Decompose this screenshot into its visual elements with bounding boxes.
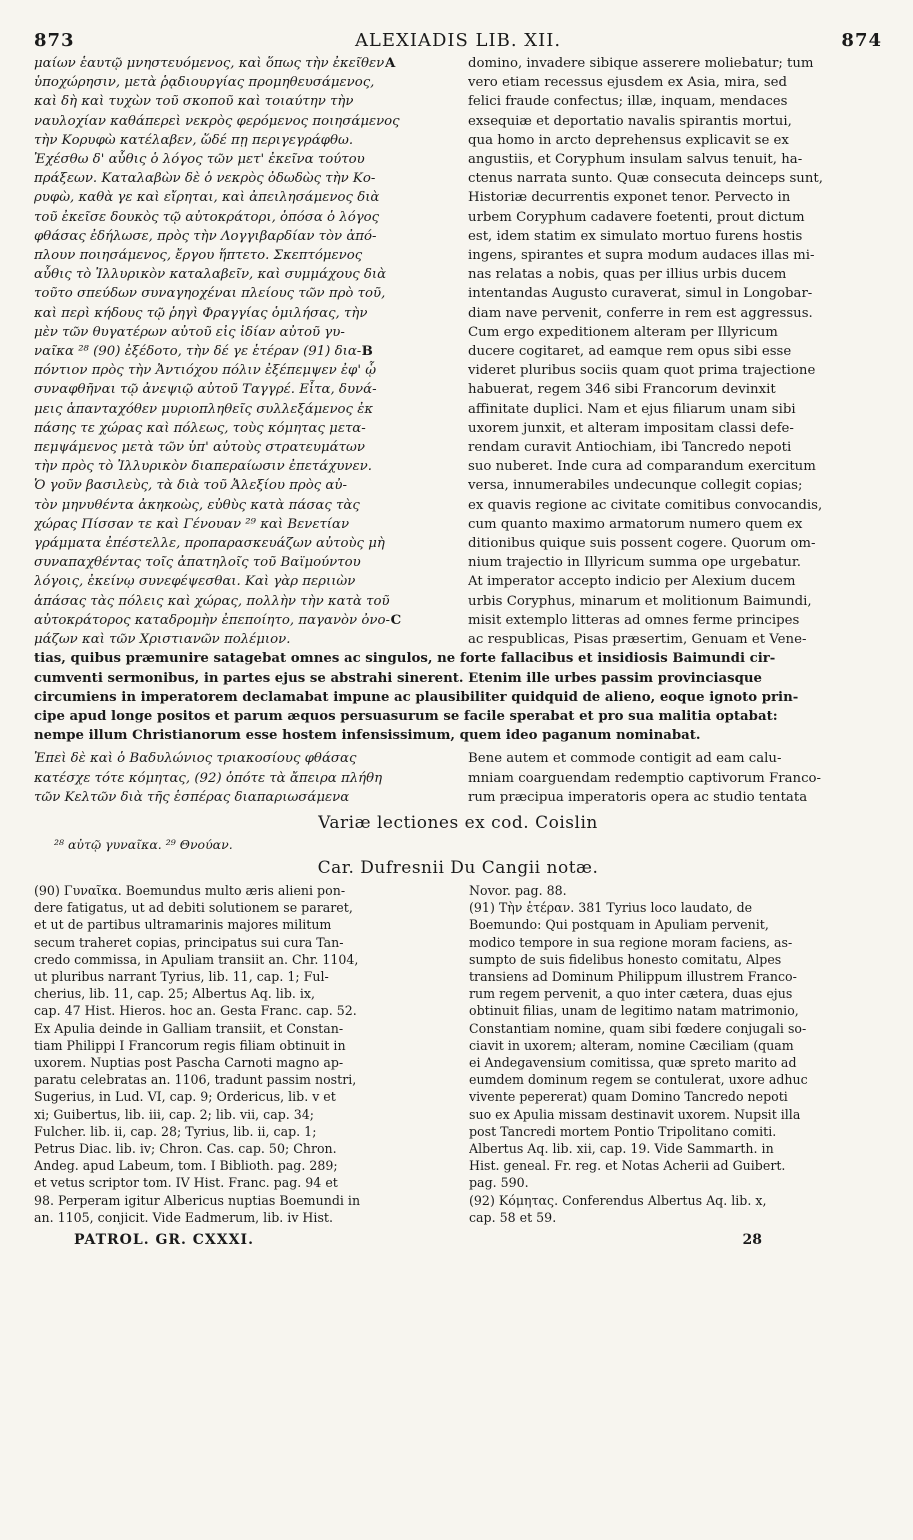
text-line: qua homo in arcto deprehensus explicavit se ex — [468, 132, 789, 148]
text-line: versa, innumerabiles undecunque collegit copias; — [468, 478, 803, 494]
notes — [34, 882, 882, 1226]
text-line: πάσης τε χώρας καὶ πόλεως, τοὺς κόμητας μετα- — [34, 420, 366, 436]
latin-column — [458, 54, 882, 649]
text-line: cipe apud longe positos et parum æquos persuasurum se facile sperabat et pro sua malitia optabat: — [34, 708, 778, 724]
text-line: τὴν Κορυφὼ κατέλαβεν, ὥδέ πῃ περιγεγράφθω. — [34, 132, 354, 148]
text-line: μαίων ἑαυτῷ μνηστευόμενος, καὶ ὅπως τὴν ἐκεῖθενA — [34, 54, 444, 73]
running-header — [34, 30, 882, 54]
signature-number: 28 — [742, 1231, 762, 1248]
text-line: συναφθῆναι τῷ ἀνεψιῷ αὐτοῦ Ταγγρέ. Εἶτα, δυνά- — [34, 382, 377, 398]
text-line: rendam curavit Antiochiam, ibi Tancredo nepoti — [468, 440, 792, 456]
column-marker: B — [361, 344, 373, 360]
note-line: uxorem. Nuptias post Pascha Carnoti magno ap- — [34, 1054, 344, 1070]
note-line: xi; Guibertus, lib. iii, cap. 2; lib. vii, cap. 34; — [34, 1106, 315, 1122]
latin-column-tail — [458, 749, 882, 807]
text-line: μάζων καὶ τῶν Χριστιανῶν πολέμιον. — [34, 632, 291, 648]
column-marker: C — [390, 612, 402, 628]
text-line: nempe illum Christianorum esse hostem infensissimum, quem ideo paganum nominabat. — [34, 728, 701, 744]
running-title: ALEXIADIS LIB. XII. — [354, 30, 562, 51]
note-line: ciavit in uxorem; alteram, nomine Cæciliam (quam — [469, 1037, 794, 1053]
text-line: nium trajectio in Illyricum summa ope urgebatur. — [468, 555, 802, 571]
variants-text: ²⁸ αὐτῷ γυναῖκα. ²⁹ Θνούαν. — [54, 836, 233, 852]
note-line: cap. 47 Hist. Hieros. hoc an. Gesta Franc. cap. 52. — [34, 1003, 357, 1019]
note-line: eumdem dominum regem se contulerat, uxore adhuc — [469, 1072, 808, 1088]
note-line: Constantiam nomine, quam sibi fœdere conjugali so- — [469, 1020, 807, 1036]
text-line: χώρας Πίσσαν τε καὶ Γένουαν ²⁹ καὶ Βενετίαν — [34, 516, 350, 532]
note-line: et vetus scriptor tom. IV Hist. Franc. pag. 94 et — [34, 1175, 338, 1191]
note-line: 98. Perperam igitur Albericus nuptias Boemundi in — [34, 1192, 361, 1208]
notes-left-column — [34, 882, 459, 1226]
note-line: vivente pepererat) quam Domino Tancredo nepoti — [469, 1089, 788, 1105]
note-line: Boemundo: Qui postquam in Apuliam pervenit, — [469, 917, 769, 933]
text-line: συναπαχθέντας τοῖς ἀπατηλοῖς τοῦ Βαϊμούντου — [34, 555, 361, 571]
text-line: ἁπάσας τὰς πόλεις καὶ χώρας, πολλὴν τὴν κατὰ τοῦ — [34, 593, 390, 609]
text-line: μὲν τῶν θυγατέρων αὐτοῦ εἰς ἰδίαν αὐτοῦ γυ- — [34, 324, 345, 340]
text-line: At imperator accepto indicio per Alexium ducem — [468, 574, 796, 590]
text-line: ingens, spirantes et supra modum audaces illas mi- — [468, 248, 815, 264]
notes-heading: Car. Dufresnii Du Cangii notæ. — [317, 857, 599, 878]
text-line: cum quanto maximo armatorum numero quem ex — [468, 516, 803, 532]
text-line: habuerat, regem 346 sibi Francorum devinxit — [468, 382, 776, 398]
text-line: mniam coarguendam redemptio captivorum Franco- — [468, 770, 822, 786]
note-line: et ut de partibus ultramarinis majores militum — [34, 917, 332, 933]
page — [34, 30, 882, 1248]
note-line: (90) Γυναῖκα. Boemundus multo æris alieni pon- — [34, 882, 346, 898]
text-line: καὶ περὶ κήδους τῷ ῥηγὶ Φραγγίας ὁμιλήσας, τὴν — [34, 305, 368, 321]
note-line: tiam Philippi I Francorum regis filiam obtinuit in — [34, 1037, 346, 1053]
note-line: ut pluribus narrant Tyrius, lib. 11, cap. 1; Ful- — [34, 968, 329, 984]
text-line: diam nave pervenit, conferre in rem est aggressus. — [468, 305, 813, 321]
note-line: paratu celebratas an. 1106, tradunt passim nostri, — [34, 1072, 357, 1088]
text-line: tias, quibus præmunire satagebat omnes ac singulos, ne forte fallacibus et insidiosis Baimundi cir- — [34, 651, 776, 667]
full-width-latin — [34, 649, 882, 745]
text-line: ρυφὼ, καθὰ γε καὶ εἴρηται, καὶ ἀπειλησάμενος διὰ — [34, 190, 380, 206]
text-line: felici fraude confectus; illæ, inquam, mendaces — [468, 94, 788, 110]
note-line: Petrus Diac. lib. iv; Chron. Cas. cap. 50; Chron. — [34, 1140, 337, 1156]
text-line: Bene autem et commode contigit ad eam calu- — [468, 751, 782, 767]
text-line: τὸν μηνυθέντα ἀκηκοὼς, εὐθὺς κατὰ πάσας τὰς — [34, 497, 360, 513]
note-line: Albertus Aq. lib. xii, cap. 19. Vide Sammarth. in — [469, 1140, 774, 1156]
text-line: vero etiam recessus ejusdem ex Asia, mira, sed — [468, 75, 788, 91]
text-line: τὴν πρὸς τὸ Ἰλλυρικὸν διαπεραίωσιν ἐπετάχυνεν. — [34, 459, 372, 475]
page-footer — [34, 1232, 882, 1248]
text-line: ὑποχώρησιν, μετὰ ῥᾳδιουργίας προμηθευσάμενος, — [34, 75, 375, 91]
text-line: πεμψάμενος μετὰ τῶν ὑπ' αὐτοὺς στρατευμάτων — [34, 440, 365, 456]
text-line: καὶ δὴ καὶ τυχὼν τοῦ σκοποῦ καὶ τοιαύτην τὴν — [34, 94, 354, 110]
text-line: γράμματα ἐπέστελλε, προπαρασκευάζων αὐτοὺς μὴ — [34, 536, 385, 552]
text-line: ex quavis regione ac civitate comitibus convocandis, — [468, 497, 823, 513]
note-line: modico tempore in sua regione moram faciens, as- — [469, 934, 793, 950]
text-line: est, idem statim ex simulato mortuo furens hostis — [468, 228, 803, 244]
text-line: Ἐπεὶ δὲ καὶ ὁ Βαδυλώνιος τριακοσίους φθάσας — [34, 751, 357, 767]
text-line: rum præcipua imperatoris opera ac studio tentata — [468, 789, 808, 805]
note-line: Fulcher. lib. ii, cap. 28; Tyrius, lib. ii, cap. 1; — [34, 1123, 317, 1139]
text-line: uxorem junxit, et alteram impositam classi defe- — [468, 420, 794, 436]
note-line: suo ex Apulia missam destinavit uxorem. Nupsit illa — [469, 1106, 801, 1122]
text-line: Ἐχέσθω δ' αὖθις ὁ λόγος τῶν μετ' ἐκεῖνα τούτου — [34, 152, 365, 168]
text-line: πλουν ποιησάμενος, ἔργου ἥπτετο. Σκεπτόμενος — [34, 248, 363, 264]
text-line: ducere cogitaret, ad eamque rem opus sibi esse — [468, 344, 792, 360]
note-line: Novor. pag. 88. — [469, 882, 567, 898]
text-line: Cum ergo expeditionem alteram per Illyricum — [468, 324, 778, 340]
note-line: transiens ad Dominum Philippum illustrem Franco- — [469, 968, 797, 984]
greek-column-tail — [34, 749, 458, 807]
greek-column — [34, 54, 458, 649]
note-line: secum traheret copias, principatus sui cura Tan- — [34, 934, 344, 950]
note-line: dere fatigatus, ut ad debiti solutionem se pararet, — [34, 900, 353, 916]
text-line: circumiens in imperatorem declamabat impune ac plausibiliter quidquid de alieno, eoque ignoto prin- — [34, 689, 799, 705]
text-line: Ὁ γοῦν βασιλεὺς, τὰ διὰ τοῦ Ἀλεξίου πρὸς αὐ- — [34, 478, 347, 494]
main-text — [34, 54, 882, 807]
text-line: αὐτοκράτορος καταδρομὴν ἐπεποίητο, παγανὸν ὀνο-C — [34, 611, 444, 630]
note-line: (92) Κόμητας. Conferendus Albertus Aq. lib. x, — [469, 1192, 767, 1208]
note-line: sumpto de suis fidelibus honesto comitatu, Alpes — [469, 951, 782, 967]
notes-right-column — [459, 882, 882, 1226]
text-line: nas relatas a nobis, quas per illius urbis ducem — [468, 267, 787, 283]
text-line: misit extemplo litteras ad omnes ferme principes — [468, 612, 800, 628]
page-number-left: 873 — [34, 30, 75, 51]
text-line: exsequiæ et deportatio navalis spirantis mortui, — [468, 113, 792, 129]
note-line: ei Andegavensium comitissa, quæ spreto marito ad — [469, 1054, 797, 1070]
text-line: suo nuberet. Inde cura ad comparandum exercitum — [468, 459, 816, 475]
text-line: μεις ἁπανταχόθεν μυριοπληθεῖς συλλεξάμενος ἐκ — [34, 401, 374, 417]
text-line: φθάσας ἐδήλωσε, πρὸς τὴν Λογγιβαρδίαν τὸν ἀπό- — [34, 228, 377, 244]
text-line: cumventi sermonibus, in partes ejus se abstrahi sinerent. Etenim ille urbes passim provinciasque — [34, 670, 763, 686]
text-line: τοῦτο σπεύδων συναγηοχέναι πλείους τῶν πρὸ τοῦ, — [34, 286, 386, 302]
note-line: Ex Apulia deinde in Galliam transiit, et Constan- — [34, 1020, 344, 1036]
text-line: urbem Coryphum cadavere foetenti, prout dictum — [468, 209, 805, 225]
text-line: κατέσχε τότε κόμητας, (92) ὁπότε τὰ ἄπειρα πλήθη — [34, 770, 383, 786]
text-line: affinitate duplici. Nam et ejus filiarum unam sibi — [468, 401, 796, 417]
text-line: τοῦ ἐκεῖσε δουκὸς τῷ αὐτοκράτορι, ὁπόσα ὁ λόγος — [34, 209, 380, 225]
text-line: πράξεων. Καταλαβὼν δὲ ὁ νεκρὸς ὀδωδὼς τὴν Κο- — [34, 171, 376, 187]
column-marker: A — [385, 56, 396, 71]
text-line: ναῖκα ²⁸ (90) ἐξέδοτο, τὴν δέ γε ἑτέραν (91) δια-B — [34, 342, 444, 361]
text-line: videret pluribus sociis quam quot prima trajectione — [468, 363, 816, 379]
note-line: obtinuit filias, unam de legitimo natam matrimonio, — [469, 1003, 799, 1019]
text-line: τῶν Κελτῶν διὰ τῆς ἑσπέρας διαπαριωσάμενα — [34, 789, 350, 805]
note-line: (91) Τὴν ἑτέραν. 381 Tyrius loco laudato, de — [469, 900, 753, 916]
note-line: Hist. geneal. Fr. reg. et Notas Acherii ad Guibert. — [469, 1158, 786, 1174]
text-line: λόγοις, ἐκείνῳ συνεφέψεσθαι. Καὶ γὰρ περιιὼν — [34, 574, 356, 590]
note-line: rum regem pervenit, a quo inter cætera, duas ejus — [469, 986, 793, 1002]
note-line: post Tancredi mortem Pontio Tripolitano comiti. — [469, 1123, 777, 1139]
text-line: ctenus narrata sunto. Quæ consecuta deinceps sunt, — [468, 171, 823, 187]
note-line: an. 1105, conjicit. Vide Eadmerum, lib. iv Hist. — [34, 1209, 333, 1225]
text-line: αὖθις τὸ Ἰλλυρικὸν καταλαβεῖν, καὶ συμμάχους διὰ — [34, 267, 387, 283]
signature-mark: PATROL. GR. CXXXI. — [74, 1231, 254, 1248]
text-line: ac respublicas, Pisas præsertim, Genuam et Vene- — [468, 632, 807, 648]
text-line: Historiæ decurrentis exponet tenor. Pervecto in — [468, 190, 791, 206]
note-line: Andeg. apud Labeum, tom. I Biblioth. pag. 289; — [34, 1158, 338, 1174]
note-line: credo commissa, in Apuliam transiit an. Chr. 1104, — [34, 951, 359, 967]
text-line: intentandas Augusto curaverat, simul in Longobar- — [468, 286, 813, 302]
text-line: ναυλοχίαν καθάπερεὶ νεκρὸς φερόμενος ποιησάμενος — [34, 113, 400, 129]
note-line: Sugerius, in Lud. VI, cap. 9; Ordericus, lib. v et — [34, 1089, 336, 1105]
variants-heading: Variæ lectiones ex cod. Coislin — [318, 812, 598, 833]
text-line: πόντιον πρὸς τὴν Ἀντιόχου πόλιν ἐξέπεμψεν ἐφ' ᾧ — [34, 363, 377, 379]
text-line: ditionibus quique suis possent cogere. Quorum om- — [468, 536, 816, 552]
note-line: cherius, lib. 11, cap. 25; Albertus Aq. lib. ix, — [34, 986, 316, 1002]
note-line: pag. 590. — [469, 1175, 529, 1191]
text-line: domino, invadere sibique asserere moliebatur; tum — [468, 56, 814, 71]
page-number-right: 874 — [841, 30, 882, 51]
text-line: angustiis, et Coryphum insulam salvus tenuit, ha- — [468, 152, 803, 168]
text-line: urbis Coryphus, minarum et molitionum Baimundi, — [468, 593, 812, 609]
note-line: cap. 58 et 59. — [469, 1209, 557, 1225]
